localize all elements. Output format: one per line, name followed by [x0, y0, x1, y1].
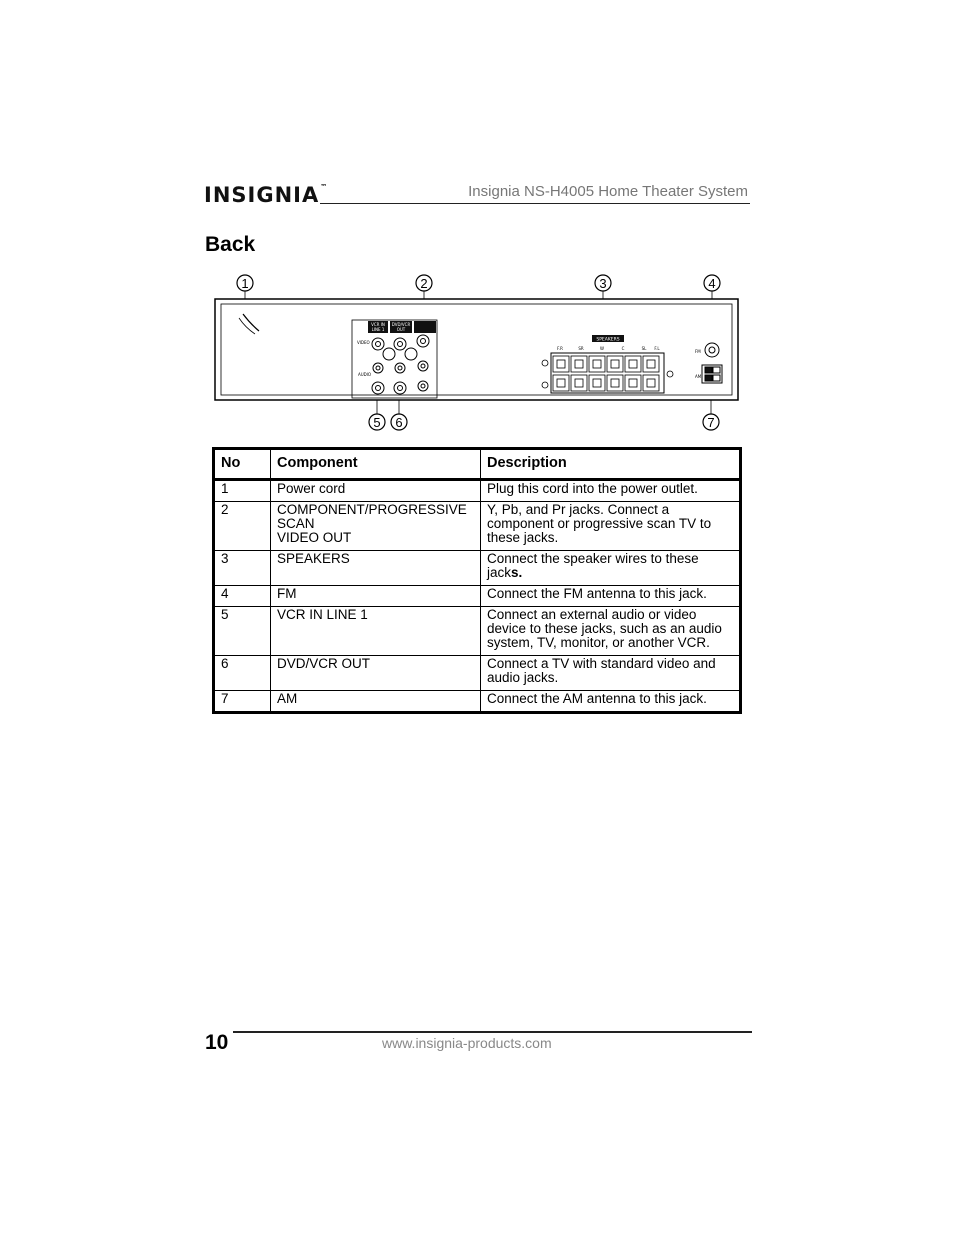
cell-component: Power cord — [271, 480, 481, 502]
speaker-label-fr: F.R — [557, 346, 563, 351]
table-row — [214, 480, 741, 502]
label-out: OUT — [396, 327, 406, 332]
label-dvd-vcr: DVD/VCR — [391, 322, 411, 327]
cell-no: 3 — [214, 551, 271, 586]
callout-2: 2 — [420, 276, 428, 291]
description-text: Plug this cord into the power outlet. — [487, 481, 698, 496]
cell-description — [481, 586, 741, 607]
description-text: Connect the speaker wires to these jack — [487, 551, 699, 580]
logo-text: INSIGNIA — [204, 183, 320, 207]
cell-no: 7 — [214, 691, 271, 713]
cell-component: SPEAKERS — [271, 551, 481, 586]
cell-component: FM — [271, 586, 481, 607]
cell-component: DVD/VCR OUT — [271, 656, 481, 691]
cell-no: 4 — [214, 586, 271, 607]
component-out-label-box — [414, 321, 436, 333]
insignia-logo — [204, 183, 327, 207]
cell-description — [481, 551, 741, 586]
table-row — [214, 691, 741, 713]
table-row — [214, 551, 741, 586]
cell-no: 1 — [214, 480, 271, 502]
label-am: AM — [695, 374, 702, 379]
footer-rule — [233, 1031, 752, 1033]
header-description: Description — [481, 449, 741, 480]
cell-description — [481, 691, 741, 713]
header-rule — [320, 203, 750, 204]
label-audio: AUDIO — [358, 372, 372, 377]
label-speakers: SPEAKERS — [596, 337, 620, 343]
label-line1: LINE 1 — [371, 327, 385, 332]
description-bold: s. — [511, 565, 523, 580]
speaker-label-sl: SL — [641, 346, 647, 351]
callout-1: 1 — [241, 276, 249, 291]
callout-6: 6 — [395, 415, 403, 430]
cell-component: AM — [271, 691, 481, 713]
cell-component: VCR IN LINE 1 — [271, 607, 481, 656]
table-row — [214, 586, 741, 607]
table-row — [214, 656, 741, 691]
description-text: Connect an external audio or video device to these jacks, such as an audio system, TV, monitor, or another VCR. — [487, 607, 722, 650]
header-no: No — [214, 449, 271, 480]
cell-description — [481, 656, 741, 691]
speaker-label-sr: SR — [578, 346, 584, 351]
logo-trademark: ™ — [320, 183, 328, 191]
cell-no: 2 — [214, 502, 271, 551]
label-fm: FM — [695, 349, 701, 354]
header-title: Insignia NS-H4005 Home Theater System — [468, 183, 748, 200]
callout-3: 3 — [599, 276, 607, 291]
label-vcr-in: VCR IN — [371, 322, 385, 327]
table-row — [214, 502, 741, 551]
header-component: Component — [271, 449, 481, 480]
cell-component: COMPONENT/PROGRESSIVE SCAN VIDEO OUT — [271, 502, 481, 551]
page-number: 10 — [205, 1031, 229, 1054]
section-title: Back — [205, 233, 256, 256]
table-row — [214, 607, 741, 656]
speaker-label-c: C — [621, 346, 625, 351]
speaker-label-fl: F.L — [654, 346, 660, 351]
callout-7: 7 — [707, 415, 715, 430]
description-text: Connect the AM antenna to this jack. — [487, 691, 707, 706]
cell-description — [481, 502, 741, 551]
description-text: Connect the FM antenna to this jack. — [487, 586, 707, 601]
cell-no: 5 — [214, 607, 271, 656]
speaker-label-w: W — [600, 346, 604, 351]
cell-description — [481, 480, 741, 502]
label-video: VIDEO — [357, 340, 370, 345]
back-panel-diagram — [205, 268, 745, 438]
cell-description — [481, 607, 741, 656]
callout-5: 5 — [373, 415, 381, 430]
callout-4: 4 — [708, 276, 716, 291]
cell-no: 6 — [214, 656, 271, 691]
description-text: Y, Pb, and Pr jacks. Connect a component or progressive scan TV to these jacks. — [487, 502, 712, 545]
description-text: Connect a TV with standard video and audio jacks. — [487, 656, 716, 685]
component-table — [212, 447, 742, 714]
footer-url: www.insignia-products.com — [382, 1035, 552, 1051]
table-header-row — [214, 449, 741, 480]
